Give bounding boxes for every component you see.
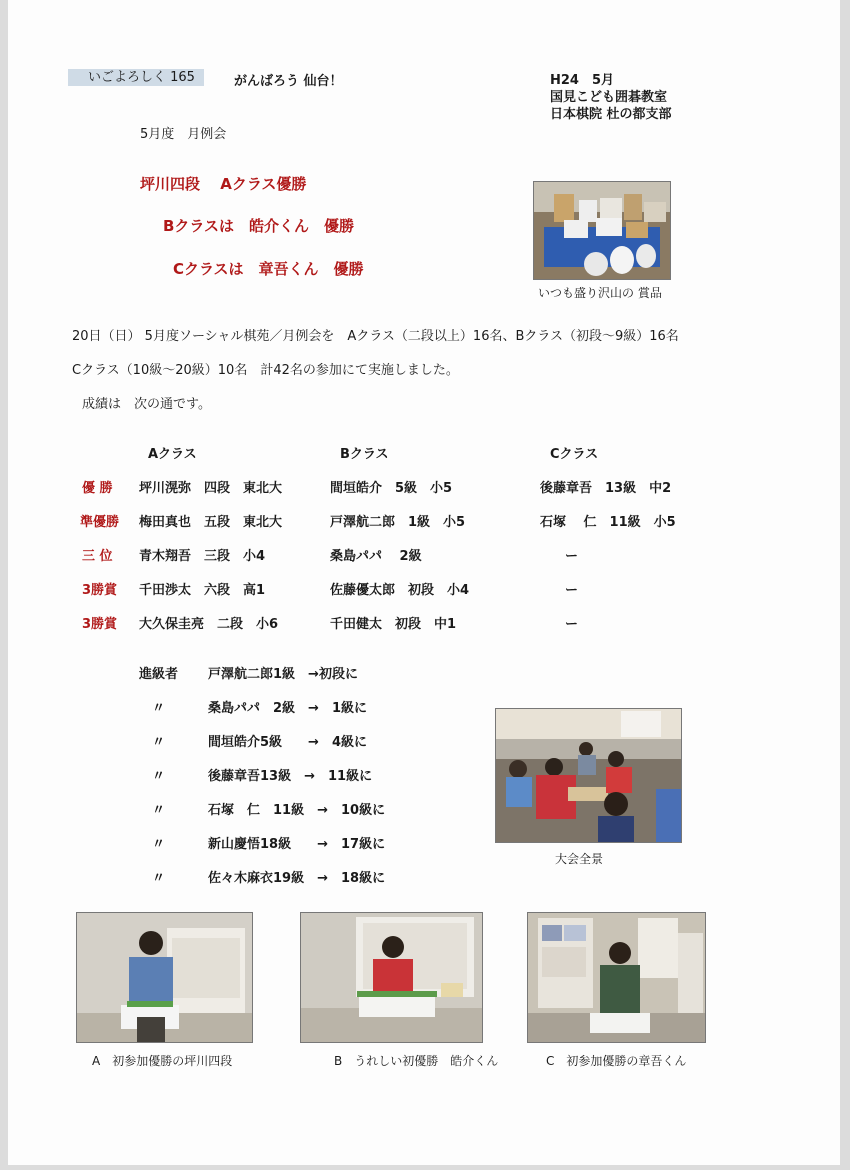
winner-photo-a (76, 912, 253, 1043)
header-class-b: Bクラス (340, 447, 389, 462)
ditto-mark: 〃 (152, 701, 166, 716)
result-c: 石塚 仁 11級 小5 (540, 515, 676, 530)
ditto-mark: 〃 (152, 837, 166, 852)
row-label: 3勝賞 (82, 617, 118, 632)
caption-photo-b: B うれしい初優勝 皓介くん (334, 1054, 499, 1068)
ditto-mark: 〃 (152, 769, 166, 784)
caption-photo-a: A 初参加優勝の坪川四段 (92, 1054, 233, 1068)
promotion-item: 戸澤航二郎1級 →初段に (208, 667, 358, 682)
promotion-item: 佐々木麻衣19級 → 18級に (208, 871, 386, 886)
promotion-item: 桑島パパ 2級 → 1級に (208, 701, 367, 716)
result-b: 間垣皓介 5級 小5 (330, 481, 453, 496)
promotion-item: 新山慶悟18級 → 17級に (208, 837, 386, 852)
caption-photo-c: C 初参加優勝の章吾くん (546, 1054, 687, 1068)
result-a: 大久保圭亮 二段 小6 (139, 617, 279, 632)
result-c: ー (565, 549, 579, 564)
winner-a: 坪川四段 Aクラス優勝 (140, 175, 307, 193)
prize-caption: いつも盛り沢山の 賞品 (538, 286, 662, 300)
result-b: 戸澤航二郎 1級 小5 (330, 515, 466, 530)
venue-caption: 大会全景 (555, 852, 604, 866)
series-label: いごよろしく 165 (68, 69, 204, 86)
row-label: 準優勝 (80, 515, 120, 530)
slogan: がんばろう 仙台！ (234, 74, 343, 89)
prize-photo (533, 181, 671, 280)
result-b: 佐藤優太郎 初段 小4 (330, 583, 470, 598)
result-a: 梅田真也 五段 東北大 (139, 515, 283, 530)
result-c: 後藤章吾 13級 中2 (540, 481, 672, 496)
promotions-label: 進級者 (139, 667, 179, 682)
ditto-mark: 〃 (152, 803, 166, 818)
venue-photo (495, 708, 682, 843)
intro-line-3: 成績は 次の通です。 (82, 397, 211, 412)
org-name-1: 国見こども囲碁教室 (550, 90, 668, 105)
intro-line-2: Cクラス（10級〜20級）10名 計42名の参加にて実施しました。 (72, 363, 459, 378)
issue-date: H24 5月 (550, 73, 615, 88)
intro-line-1: 20日（日） 5月度ソーシャル棋苑／月例会を Aクラス（二段以上）16名、Bクラス（初段〜9級）16名 (72, 329, 679, 344)
promotion-item: 後藤章吾13級 → 11級に (208, 769, 373, 784)
result-c: ー (565, 617, 579, 632)
header-class-c: Cクラス (550, 447, 599, 462)
row-label: 3勝賞 (82, 583, 118, 598)
promotion-item: 石塚 仁 11級 → 10級に (208, 803, 386, 818)
result-a: 千田渉太 六段 高1 (139, 583, 266, 598)
row-label: 三 位 (82, 549, 113, 564)
winner-b: Bクラスは 皓介くん 優勝 (163, 217, 354, 235)
document-page (8, 0, 840, 1165)
result-b: 千田健太 初段 中1 (330, 617, 457, 632)
result-c: ー (565, 583, 579, 598)
result-b: 桑島パパ 2級 (330, 549, 422, 564)
result-a: 青木翔吾 三段 小4 (139, 549, 266, 564)
promotion-item: 間垣皓介5級 → 4級に (208, 735, 367, 750)
winner-photo-c (527, 912, 706, 1043)
winner-photo-b (300, 912, 483, 1043)
winner-c: Cクラスは 章吾くん 優勝 (173, 260, 364, 278)
row-label: 優 勝 (82, 481, 113, 496)
event-title: 5月度 月例会 (140, 127, 227, 142)
result-a: 坪川滉弥 四段 東北大 (139, 481, 283, 496)
ditto-mark: 〃 (152, 735, 166, 750)
header-class-a: Aクラス (148, 447, 197, 462)
org-name-2: 日本棋院 杜の都支部 (550, 107, 672, 122)
ditto-mark: 〃 (152, 871, 166, 886)
